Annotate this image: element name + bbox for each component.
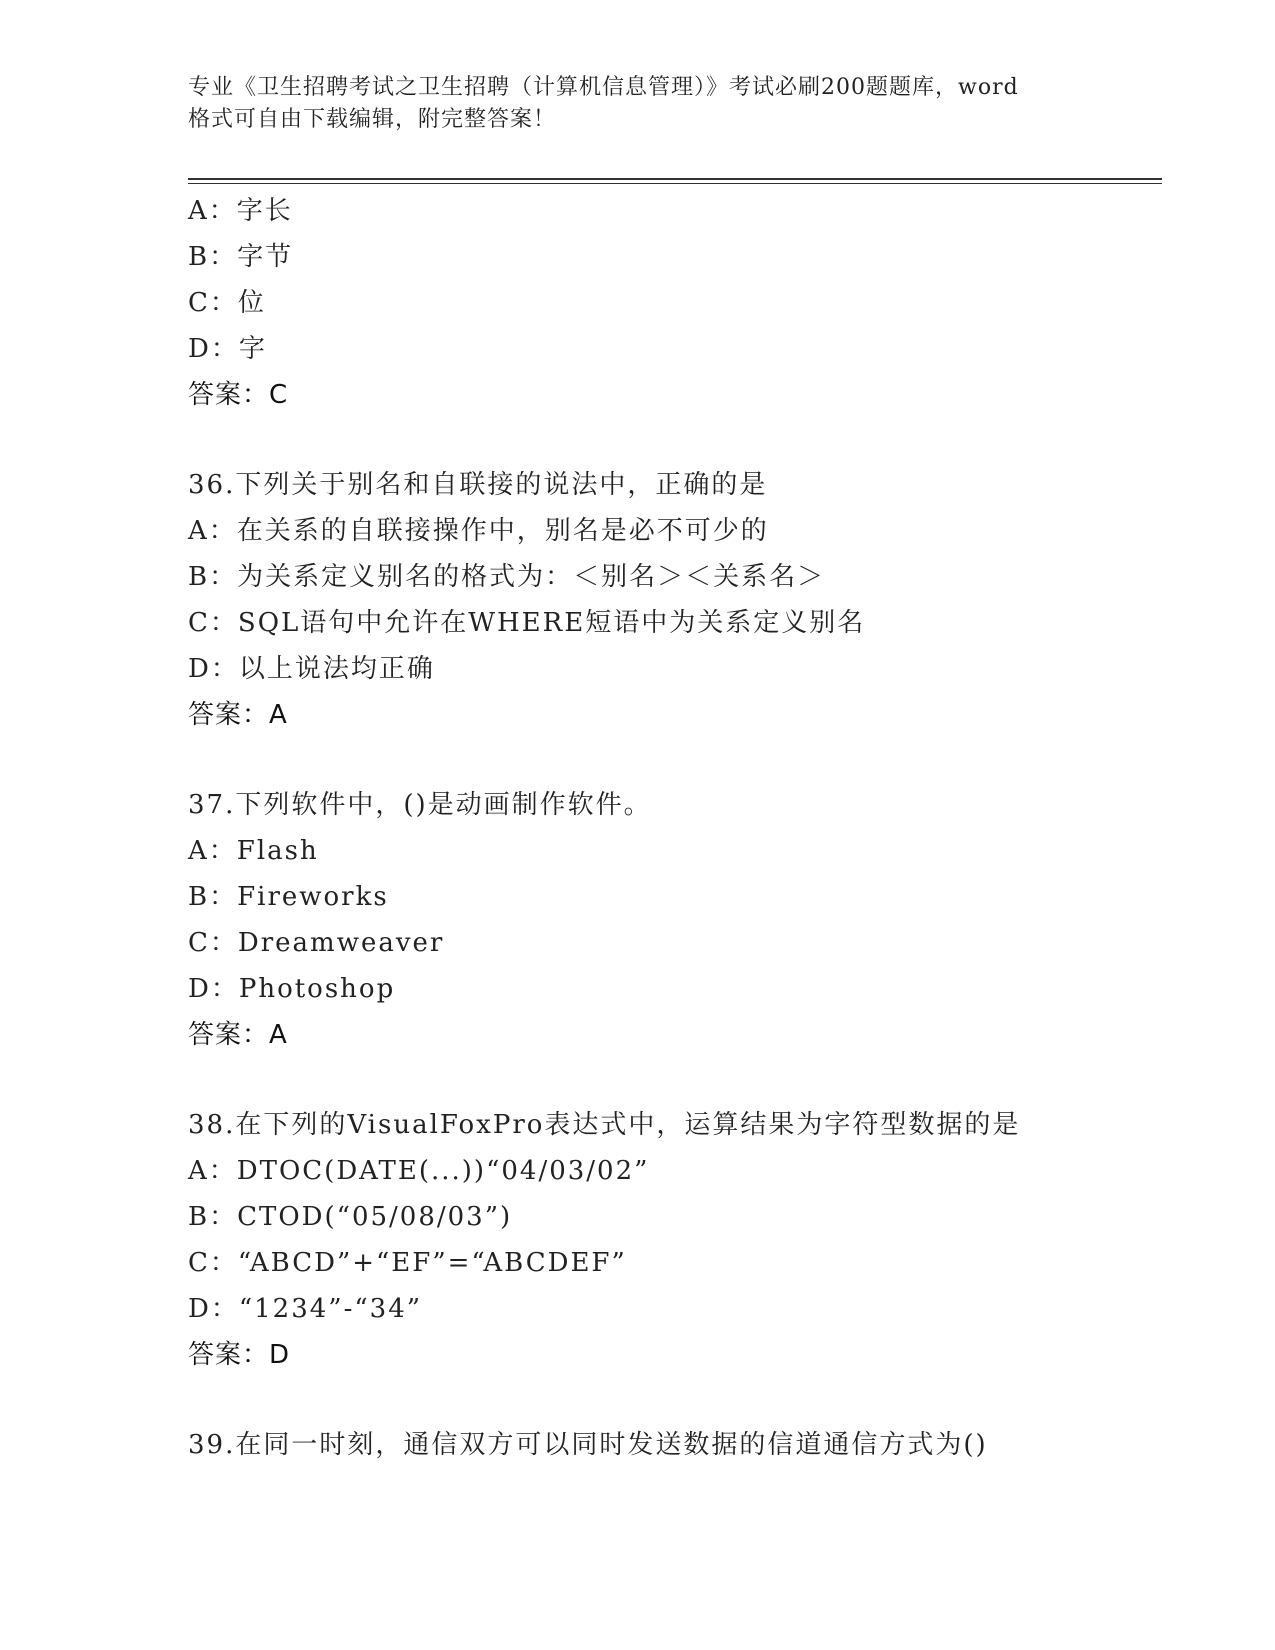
header-title-line-1: 专业《卫生招聘考试之卫生招聘（计算机信息管理）》考试必刷200题题库，word — [188, 75, 1019, 100]
option-c: C：位 — [188, 288, 266, 318]
question-stem: 38.在下列的VisualFoxPro表达式中，运算结果为字符型数据的是 — [188, 1110, 1021, 1140]
question-35-continued — [188, 188, 1168, 418]
spacer — [188, 1058, 1168, 1102]
answer-line: 答案：A — [188, 700, 288, 730]
option-c: C：SQL语句中允许在WHERE短语中为关系定义别名 — [188, 608, 866, 638]
option-c: C：“ABCD”+“EF”=“ABCDEF” — [188, 1248, 627, 1278]
question-36 — [188, 462, 1168, 738]
document-header — [188, 72, 1108, 136]
option-a: A：字长 — [188, 196, 293, 226]
question-38 — [188, 1102, 1168, 1378]
option-a: A：Flash — [188, 836, 319, 866]
option-a: A：在关系的自联接操作中，别名是必不可少的 — [188, 516, 769, 546]
answer-line: 答案：C — [188, 380, 289, 410]
option-c: C：Dreamweaver — [188, 928, 445, 958]
question-stem: 36.下列关于别名和自联接的说法中，正确的是 — [188, 470, 768, 500]
option-b: B：CTOD(“05/08/03”) — [188, 1202, 513, 1232]
spacer — [188, 418, 1168, 462]
option-b: B：为关系定义别名的格式为：＜别名＞＜关系名＞ — [188, 562, 826, 592]
spacer — [188, 1378, 1168, 1422]
question-stem: 39.在同一时刻，通信双方可以同时发送数据的信道通信方式为() — [188, 1430, 988, 1460]
option-d: D：Photoshop — [188, 974, 396, 1004]
question-list — [188, 188, 1168, 1468]
spacer — [188, 738, 1168, 782]
answer-line: 答案：A — [188, 1020, 288, 1050]
header-divider — [188, 178, 1162, 180]
header-divider-thin — [188, 183, 1162, 184]
question-stem: 37.下列软件中，()是动画制作软件。 — [188, 790, 652, 820]
option-b: B：字节 — [188, 242, 294, 272]
option-d: D：以上说法均正确 — [188, 654, 435, 684]
header-title-line-2: 格式可自由下载编辑，附完整答案！ — [188, 107, 557, 132]
option-d: D：“1234”-“34” — [188, 1294, 423, 1324]
answer-line: 答案：D — [188, 1340, 291, 1370]
question-37 — [188, 782, 1168, 1058]
option-b: B：Fireworks — [188, 882, 389, 912]
option-a: A：DTOC(DATE(...))“04/03/02” — [188, 1156, 650, 1186]
option-d: D：字 — [188, 334, 267, 364]
question-39 — [188, 1422, 1168, 1468]
